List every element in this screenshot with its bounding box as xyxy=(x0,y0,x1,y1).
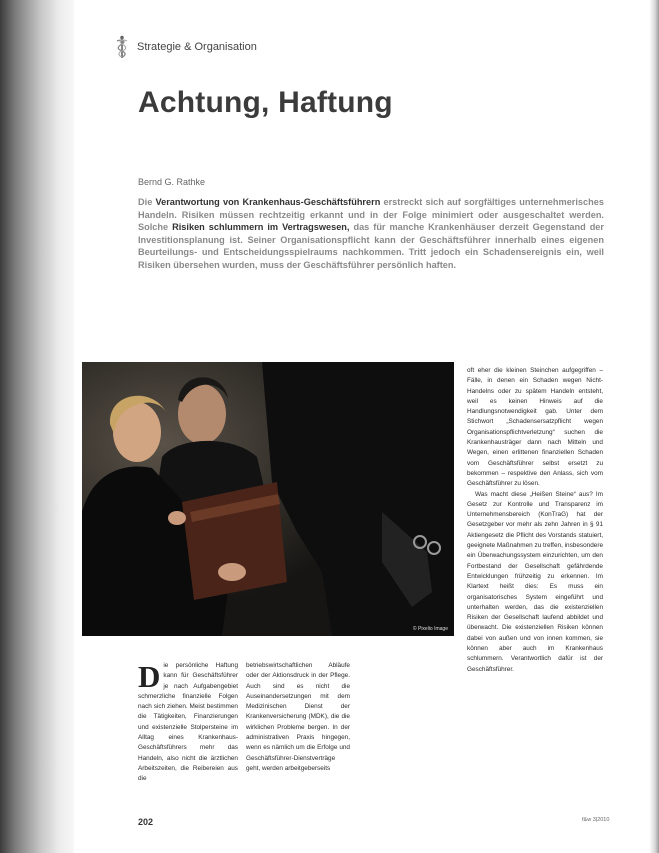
section-header xyxy=(113,35,257,59)
lead-text-1: Die xyxy=(138,197,156,207)
article-lead xyxy=(138,196,604,271)
column-1-text: ie persönliche Haftung kann für Geschäftsführer je nach Aufgabengebiet schmerzliche finanzielle Folgen nach sich ziehen. Meist bestimmen die Tätigkeiten, Finanzierungen und existenzielle Stolpersteine im Alltag eines Krankenhaus-Geschäftsführers mehr das Handeln, also nicht die ärztlichen Arbeitszeiten, die Reibereien aus die xyxy=(138,662,238,783)
page-number: 202 xyxy=(138,817,154,827)
body-column-1 xyxy=(138,661,238,809)
lead-text-3: das für manche Krankenhäuser derzeit Gegenstand der Investitionsplanung ist. Seiner Organisationspflicht kann der Geschäftsführer innerhalb eines eigenen Beurteilungs- und Entscheidungsspielraums nachkommen. Tritt jedoch ein Schadensereignis ein, weil Risiken übersehen wurden, muss der Geschäftsführer persönlich haften. xyxy=(138,222,604,270)
lead-highlight-2: Risiken schlummern im Vertragswesen, xyxy=(172,222,350,232)
column-2-text: betriebswirtschaftlichen Abläufe oder der Aktionsdruck in der Pflege. Auch sind es nicht die Auseinandersetzungen mit dem Medizinischen Dienst der Krankenversicherung (MDK), die die wirklichen Probleme bergen. In der administrativen Praxis hingegen, wenn es nämlich um die Erfolge und Geschäftsführer-Dienstverträge geht, werden arbeitgeberseits xyxy=(246,662,350,772)
caduceus-icon xyxy=(113,35,131,59)
photo-credit: © Pixelio Image xyxy=(412,626,448,632)
page-binding-shadow xyxy=(0,0,74,853)
page-edge-shadow xyxy=(649,0,659,853)
body-column-2 xyxy=(246,661,350,809)
article-photo xyxy=(82,362,454,636)
article-title: Achtung, Haftung xyxy=(138,86,393,119)
author-byline: Bernd G. Rathke xyxy=(138,177,206,187)
photo-illustration xyxy=(82,362,454,636)
section-label: Strategie & Organisation xyxy=(137,41,257,53)
column-3-paragraph-2: Was macht diese „Heißen Steine“ aus? Im Gesetz zur Kontrolle und Transparenz im Unternehmensbereich (KonTraG) hat der Gesetzgeber vor mehr als zehn Jahren in § 91 Aktiengesetz die Pflicht des Vorstands statuiert, geeignete Maßnahmen zu treffen, insbesondere ein Überwachungssystem einzurichten, um den Fortbestand der Gesellschaft gefährdende Entwicklungen frühzeitig zu erkennen. Im Klartext heißt dies: Es muss ein organisatorisches System eingeführt und unterhalten werden, das die existenziellen Risiken der Gesellschaft laufend abbildet und überwacht. Die existenziellen Risiken können dabei von außen und von innen kommen, sie können aber auch im Krankenhaus schlummern. Verantwortlich dafür ist der Geschäftsführer. xyxy=(467,490,603,673)
issue-label: f&w 3|2010 xyxy=(582,817,610,823)
lead-highlight-1: Verantwortung von Krankenhaus-Geschäftsführern xyxy=(155,197,381,207)
column-3-paragraph-1: oft eher die kleinen Steinchen aufgegriffen – Fälle, in denen ein Schaden wegen Nicht-Handelns oder zu spätem Handeln entsteht, weil es keinen Hinweis auf die Handlungsnotwendigkeit gab. Unter dem Stichwort „Schadensersatzpflicht wegen Organisationspflichtverletzung“ suchen die Krankenhausträger dann nach Mitteln und Wegen, einen erlittenen finanziellen Schaden vom Geschäftsführer selbst ersetzt zu bekommen – respektive den Anlass, sich vom Geschäftsführer zu lösen. xyxy=(467,367,603,488)
drop-cap: D xyxy=(138,661,161,694)
lead-text-2: erstreckt sich auf sorgfältiges unternehmerisches Handeln. Risiken müssen rechtzeitig erkannt und in der Folge minimiert oder ausgeschaltet werden. Solche xyxy=(138,197,604,232)
body-column-3 xyxy=(467,366,603,808)
